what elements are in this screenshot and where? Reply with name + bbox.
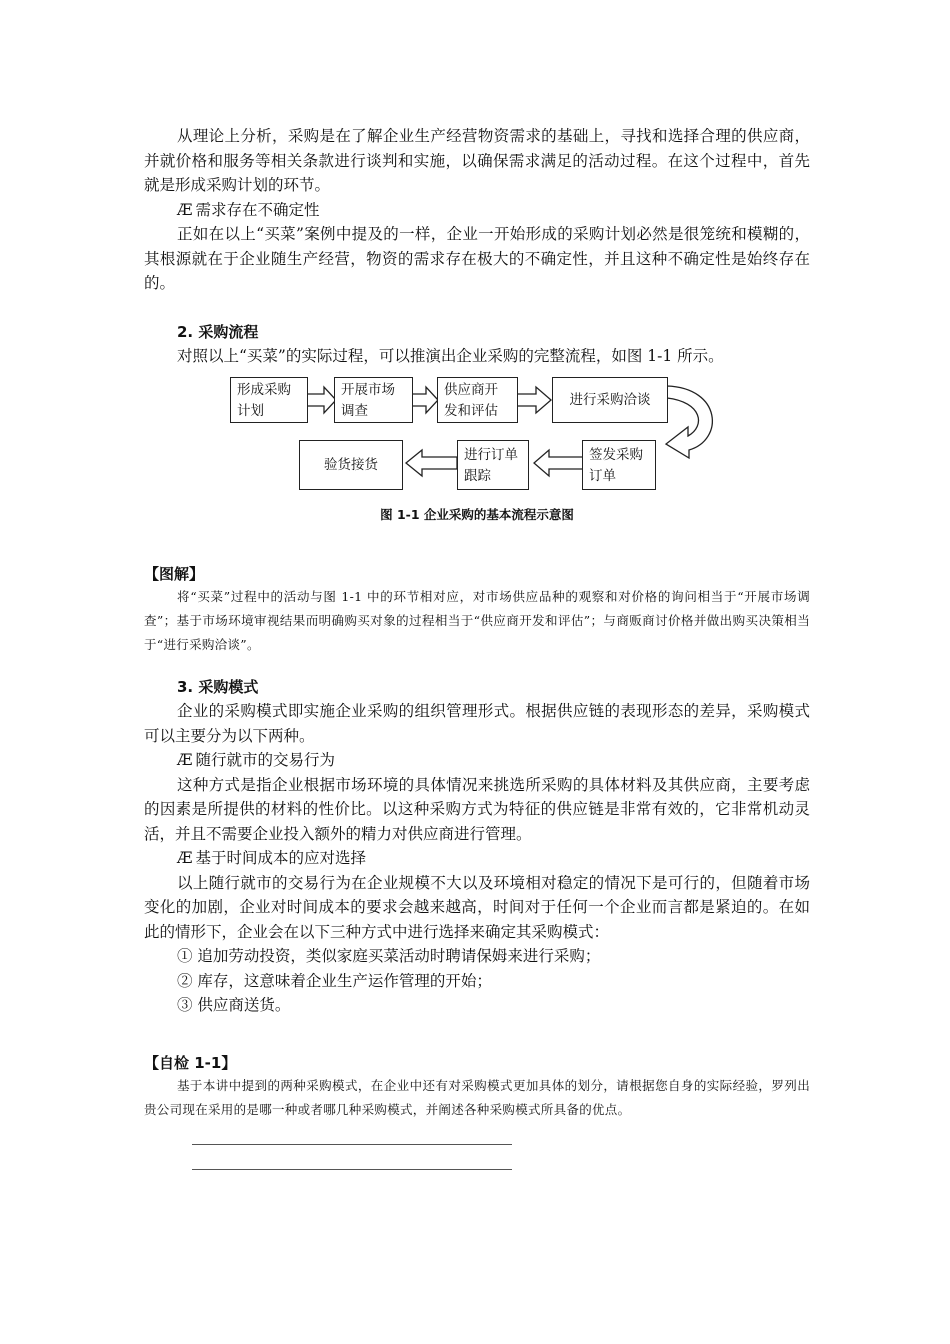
- tujie-text: 将“买菜”过程中的活动与图 1-1 中的环节相对应，对市场供应品种的观察和对价格的询问相当于“开展市场调查”；基于市场环境审视结果而明确购买对象的过程相当于“供应商开发和评估”；与商贩商讨价格并做出购买决策相当于“进行采购洽谈”。: [144, 589, 810, 652]
- flow-step-text: 开展市场: [341, 382, 395, 398]
- paragraph: 以上随行就市的交易行为在企业规模不大以及环境相对稳定的情况下是可行的，但随着市场变化的加剧，企业对时间成本的要求会越来越高，时间对于任何一个企业而言都是紧迫的。在如此的情形下，企业会在以下三种方式中进行选择来确定其采购模式：: [144, 873, 810, 941]
- bullet-item: [144, 748, 810, 773]
- flow-step-text: 进行采购洽谈: [569, 391, 651, 408]
- paragraph: 正如在以上“买菜”案例中提及的一样，企业一开始形成的采购计划必然是很笼统和模糊的，其根源就在于企业随生产经营，物资的需求存在极大的不确定性，并且这种不确定性是始终存在的。: [144, 225, 810, 292]
- flow-step-track: [457, 440, 529, 490]
- bullet-mark: Æ: [177, 200, 193, 219]
- flow-step-order: [582, 440, 656, 490]
- bullet-mark: Æ: [177, 751, 193, 769]
- section-heading: 3. 采购模式: [177, 678, 259, 696]
- flow-step-text: 发和评估: [444, 403, 498, 419]
- flow-step-receive: [299, 440, 403, 490]
- paragraph: 这种方式是指企业根据市场环境的具体情况来挑选所采购的具体材料及其供应商，主要考虑的因素是所提供的材料的性价比。以这种采购方式为特征的供应链是非常有效的，它非常机动灵活，并且不需要企业投入额外的精力对供应商进行管理。: [144, 775, 810, 843]
- document-page: [144, 124, 810, 1170]
- bullet-mark: Æ: [177, 849, 193, 867]
- flow-step-text: 订单: [589, 468, 616, 484]
- flow-step-text: 计划: [237, 403, 264, 419]
- section-heading: 2. 采购流程: [177, 322, 259, 341]
- flow-step-survey: [334, 377, 413, 423]
- intro-paragraph: 从理论上分析，采购是在了解企业生产经营物资需求的基础上，寻找和选择合理的供应商，并就价格和服务等相关条款进行谈判和实施，以确保需求满足的活动过程。在这个过程中，首先就是形成采购计划的环节。: [144, 127, 810, 194]
- bullet-text: 随行就市的交易行为: [195, 751, 336, 769]
- bullet-text: 基于时间成本的应对选择: [195, 849, 367, 867]
- arrow-right: [517, 387, 551, 413]
- figure-caption: 图 1-1 企业采购的基本流程示意图: [380, 507, 574, 522]
- selfcheck-text: 基于本讲中提到的两种采购模式，在企业中还有对采购模式更加具体的划分，请根据您自身的实际经验，罗列出贵公司现在采用的是哪一种或者哪几种采购模式，并阐述各种采购模式所具备的优点。: [144, 1077, 810, 1117]
- flow-step-negotiate: [552, 377, 668, 423]
- bullet-text: 需求存在不确定性: [195, 200, 320, 219]
- answer-line[interactable]: [192, 1169, 512, 1170]
- flow-step-text: 供应商开: [444, 382, 498, 398]
- arrow-left: [406, 450, 457, 476]
- flowchart: [144, 374, 810, 499]
- arrow-right: [307, 387, 336, 413]
- flow-step-supplier: [437, 377, 518, 423]
- paragraph: 对照以上“买菜”的实际过程，可以推演出企业采购的完整流程，如图 1-1 所示。: [177, 346, 724, 365]
- selfcheck-label: 【自检 1-1】: [144, 1053, 237, 1072]
- flow-step-text: 验货接货: [324, 456, 378, 473]
- arrow-right: [412, 387, 438, 413]
- paragraph: 企业的采购模式即实施企业采购的组织管理形式。根据供应链的表现形态的差异，采购模式可以主要分为以下两种。: [144, 702, 810, 745]
- list-item: ② 库存，这意味着企业生产运作管理的开始；: [177, 971, 492, 990]
- arrow-left: [534, 450, 584, 476]
- flow-step-plan: [230, 377, 308, 423]
- flow-step-text: 进行订单: [464, 447, 518, 463]
- flow-step-text: 调查: [341, 403, 368, 419]
- bullet-item: [144, 198, 810, 223]
- flow-step-text: 签发采购: [589, 447, 643, 463]
- bullet-item: [144, 846, 810, 871]
- flow-step-text: 形成采购: [237, 382, 291, 398]
- flow-step-text: 跟踪: [464, 468, 491, 484]
- list-item: ③ 供应商送货。: [177, 996, 291, 1014]
- curved-turn-arrow: [666, 386, 712, 458]
- list-item: ① 追加劳动投资，类似家庭买菜活动时聘请保姆来进行采购；: [177, 947, 601, 965]
- tujie-label: 【图解】: [144, 565, 205, 583]
